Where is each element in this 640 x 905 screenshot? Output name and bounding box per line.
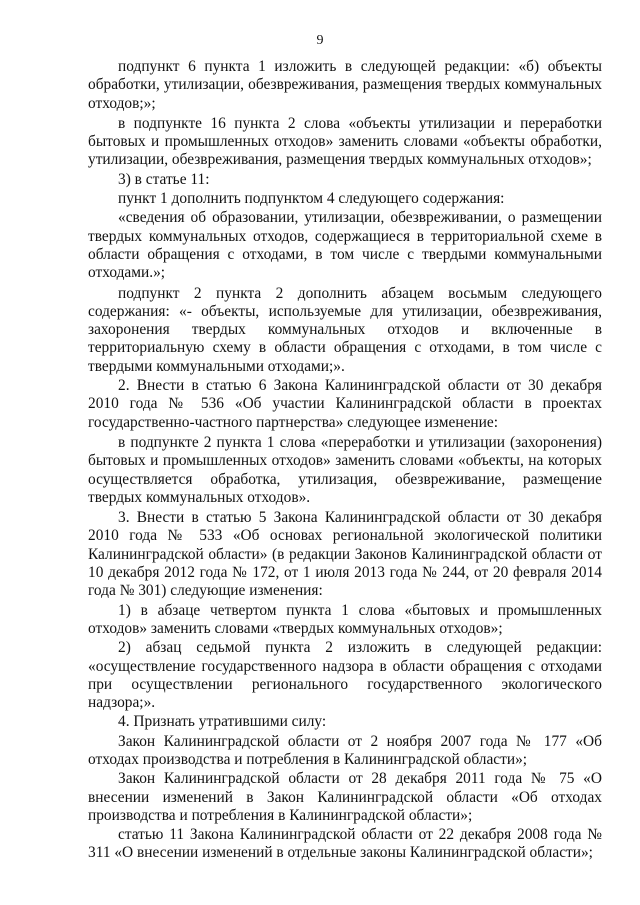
paragraph: пункт 1 дополнить подпунктом 4 следующего содержания: [118,190,505,208]
paragraph: 2) абзац седьмой пункта 2 изложить в следующей редакции: «осуществление государственного надзора в области обращения с отходами при осуществлении регионального государственного экологического надзора;». [88,639,602,712]
paragraph: 4. Признать утратившими силу: [118,713,327,731]
paragraph: в подпункте 16 пункта 2 слова «объекты утилизации и переработки бытовых и промышленных отходов» заменить словами «объекты обработки, утилизации, обезвреживания, размещения твердых коммунальных отходов»; [88,114,602,169]
paragraph: 2. Внести в статью 6 Закона Калининградской области от 30 декабря 2010 года № 536 «Об участии Калининградской области в проектах государственно-частного партнерства» следующее изменение: [88,377,602,431]
paragraph: статью 11 Закона Калининградской области от 22 декабря 2008 года № 311 «О внесении изменений в отдельные законы Калининградской области»; [88,826,602,862]
page-number: 9 [316,33,324,48]
paragraph: подпункт 6 пункта 1 изложить в следующей редакции: «б) объекты обработки, утилизации, обезвреживания, размещения твердых коммунальных отходов;»; [88,58,602,112]
paragraph: Закон Калининградской области от 2 ноября 2007 года № 177 «Об отходах производства и потребления в Калининградской области»; [88,732,602,768]
paragraph: Закон Калининградской области от 28 декабря 2011 года № 75 «О внесении изменений в Закон Калининградской области «Об отходах производства и потребления в Калининградской области»; [88,770,602,824]
paragraph: 1) в абзаце четвертом пункта 1 слова «бытовых и промышленных отходов» заменить словами «твердых коммунальных отходов»; [88,601,602,637]
paragraph: 3. Внести в статью 5 Закона Калининградской области от 30 декабря 2010 года № 533 «Об основах региональной экологической политики Калининградской области» (в редакции Законов Калининградской области от 10 декабря 2012 года № 172, от 1 июля 2013 года № 244, от 20 февраля 2014 года № 301) следующие изменения: [88,509,602,600]
paragraph: «сведения об образовании, утилизации, обезвреживании, о размещении твердых коммунальных отходов, содержащиеся в территориальной схеме в области обращения с отходами, в том числе с твердыми коммунальными отходами.»; [88,209,602,282]
document-body [88,58,602,864]
paragraph: подпункт 2 пункта 2 дополнить абзацем восьмым следующего содержания: «- объекты, используемые для утилизации, обезвреживания, захоронения твердых коммунальных отходов и включенные в территориальную схему в области обращения с отходами, в том числе с твердыми коммунальными отходами;». [88,284,602,375]
paragraph: в подпункте 2 пункта 1 слова «переработки и утилизации (захоронения) бытовых и промышленных отходов» заменить словами «объекты, на которых осуществляется обработка, утилизация, обезвреживание, размещение твердых коммунальных отходов». [88,433,602,506]
paragraph: 3) в статье 11: [118,170,210,188]
